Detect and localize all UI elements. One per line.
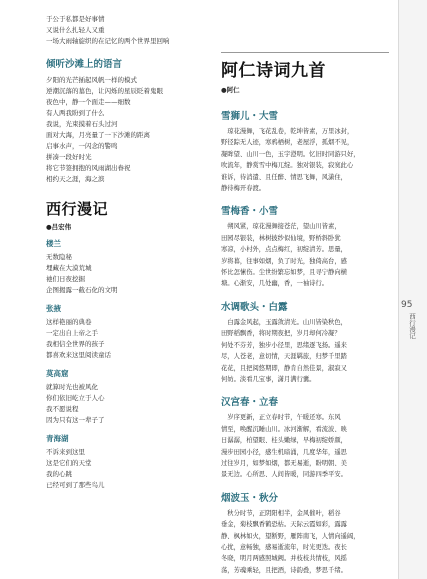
poem-line: 何妨。淡看几宝事，潇月满行囊。 [221,375,316,383]
left-column [46,14,208,491]
poem-line: 秋分时节，正阴阳相半，金风催叶，稻谷 [221,509,341,517]
poem-listen [46,75,208,185]
poem-line: 怀比怎愫伤。尘世纷繁忘如梦，且寻宁静向横 [221,269,347,277]
poem-line: 拼凑一段好时光 [46,153,92,161]
poem-line: 启事水声，一闪念的警鸣 [46,142,118,150]
poem-body [46,382,208,426]
poem-line: 又说什么扎轻人又重 [46,26,105,34]
poem-line: 谁诉，待消遣、且任醉、情思飞舞，风潇住， [221,173,347,181]
section-title-westward: 西行漫记 [46,200,109,218]
poem-body [46,252,208,296]
right-section-title: 阿仁诗词九首 [221,61,326,81]
poem-line: 岁将暮，往事如烟，负了时光，独倚高台，感 [221,257,347,265]
poem-title: 张掖 [46,304,61,313]
poem-line: 冬晓，明月两感照城阙。并枝枝共情枝，风摇 [221,555,347,563]
title-rule [221,52,389,53]
poem-line: 琼花漫舞，飞花乱卷，乾坤皆素，万里冰封， [221,128,354,135]
poem-line: 这样艳丽的典卷 [46,318,92,326]
poem-line: 不诉来到这里 [46,448,85,456]
poem-line: 有人两我盼到了什么 [46,109,105,117]
poem-line: 日潺潺，柏望眼、桂头嫩绿，早梅初绽娇颜， [221,437,347,445]
poem-line: 夕阳的光芒插起风帆一样的模式 [46,76,137,84]
top-poem-fragment [46,14,208,47]
poem-title: 水调歌头・白露 [221,301,288,313]
poem-body [221,508,389,576]
poem-body [221,412,389,480]
poem-line: 花花，且把阅悠期即，静肯自然佳景，淑寂又 [221,364,347,372]
poem-line: 垂金，菊枝飘香鹤恐枯。天际云霞如彩，露露 [221,521,347,529]
poem-line: 我相信全世界的孩子 [46,340,105,348]
poem-line: 尽，人苍老，意切情，天涯羁旅，归梦千里踏 [221,353,347,361]
poem-line: 祂们日夜挖掘 [46,275,85,283]
section-title-listen: 倾听沙滩上的语言 [46,59,123,70]
poem-line: 都喜欢来这里阅读童话 [46,351,111,359]
poem-title: 雪狮儿・大雪 [221,111,279,122]
poem-line: 静待梅开春渡。 [221,185,266,193]
poem-line: 我说，光束摸着石头过河 [46,120,118,128]
poem-line: 朔风紧，琼花漫舞接苍茫，望山川皆素， [221,223,341,231]
poem-line: 吹流年，静赏雪中梅兀绽。独对银装，寂寞此心 [221,162,354,170]
poem-title: 青海湖 [46,434,69,443]
poem-line: 岁序更新，正立春时节，午暖还寒。东风 [221,414,341,422]
poem-body [221,221,389,289]
poem-line: 我不愿说程 [46,405,79,413]
poem-line: 我的心跳 [46,470,72,478]
poem-line: 已经可到了那些鸟儿 [46,481,105,489]
poem-line: 荡，芳魂乘轻，且把酒，诗韵叠，梦思千绪。 [221,566,347,574]
section-tab-label: 西行漫记 [408,313,416,339]
poem-line: 于公于私都是好事情 [46,15,105,23]
poem-line: 寒凉，小村外，点点梅红，初绽清芳。思量， [221,246,347,254]
poem-line: 一场大雨轴旋织的在记忆的两个世界里回响 [46,37,170,45]
poem-line: 塘。心渐安，几处幽，香，一袖诗行。 [221,280,329,288]
poem-line: 因为只有这一辈子了 [46,416,105,424]
poem-line: 埋藏在大漠荒城 [46,264,92,272]
poem-line: 景无边。心所思、人间皆暖，同游四季平安。 [221,471,347,479]
right-column [221,99,389,576]
poem-body [46,317,208,361]
poem-line: 凝眸望、山川一色，玉宇澄明。忆旧时同游只好， [221,150,360,158]
poem-line: 相约天之涯，海之滨 [46,175,105,183]
author-line: ●吕宏伟 [46,223,72,231]
poem-line: 无数隐秘 [46,253,72,261]
right-author-line: ●阿仁 [221,86,240,94]
poem-body [221,317,389,385]
poem-line: 田野稻飘香，将时期夜把，岁月却何冷凝？ [221,330,341,338]
poem-line: 心扰，意畅独，感易逝流年，时光更迭。夜长 [221,543,347,551]
poem-line: 田园尽银装，林树披纱似仙境，野桥斜卧犹 [221,234,341,242]
page-number: 95 [401,300,413,310]
poem-line: 漫步田园小径，感生机暗涌，几度华年，遥思 [221,448,347,456]
poem-line: 面对大海，月亮量了一下沙滩的距离 [46,131,150,139]
poem-line: 就算时光也被风化 [46,383,98,391]
poem-title: 雪梅香・小雪 [221,206,279,218]
side-divider [398,0,399,579]
poem-title: 楼兰 [46,239,61,248]
poem-line: 你们依旧屹立于人心 [46,394,105,402]
poem-body [46,447,208,491]
poem-line: 白露金风起，玉露敛清光。山川皆染秋色， [221,318,347,326]
poem-line: 何处不芬芳，独步小径里，思绪逐飞扬。遥来 [221,341,347,349]
poem-body [221,126,389,194]
poem-line: 这是它们的天堂 [46,459,92,467]
poem-title: 汉宫春・立春 [221,397,279,409]
poem-line: 逆潮沉落的墓色，让闪烁的星辰眨着鬼眼 [46,87,163,95]
poem-line: 一定出自上帝之手 [46,329,98,337]
side-band [398,0,427,579]
poem-line: 将它节签拥抱的风雨湖出眷祝 [46,164,131,172]
poem-line: 过往岁月，如梦如烟，都无易逝，盼明朝、美 [221,459,347,467]
poem-line: 野径踪无人迹，寒鸦栖树，老屋浮，孤烟不见， [221,139,354,147]
poem-line: 静、枫林如火，望断野，雁阵南飞，人情向遥阔， [221,532,360,540]
poem-line: 情至，唤醒沉睡山川。冰河渐解，看流波、映 [221,425,347,433]
poem-title: 烟波玉・秋分 [221,492,279,504]
poem-title: 莫高窟 [46,369,69,378]
poem-line: 企图揭露一截石化的文明 [46,286,118,294]
poem-line: 夜色中，静一个面走——细数 [46,98,131,106]
